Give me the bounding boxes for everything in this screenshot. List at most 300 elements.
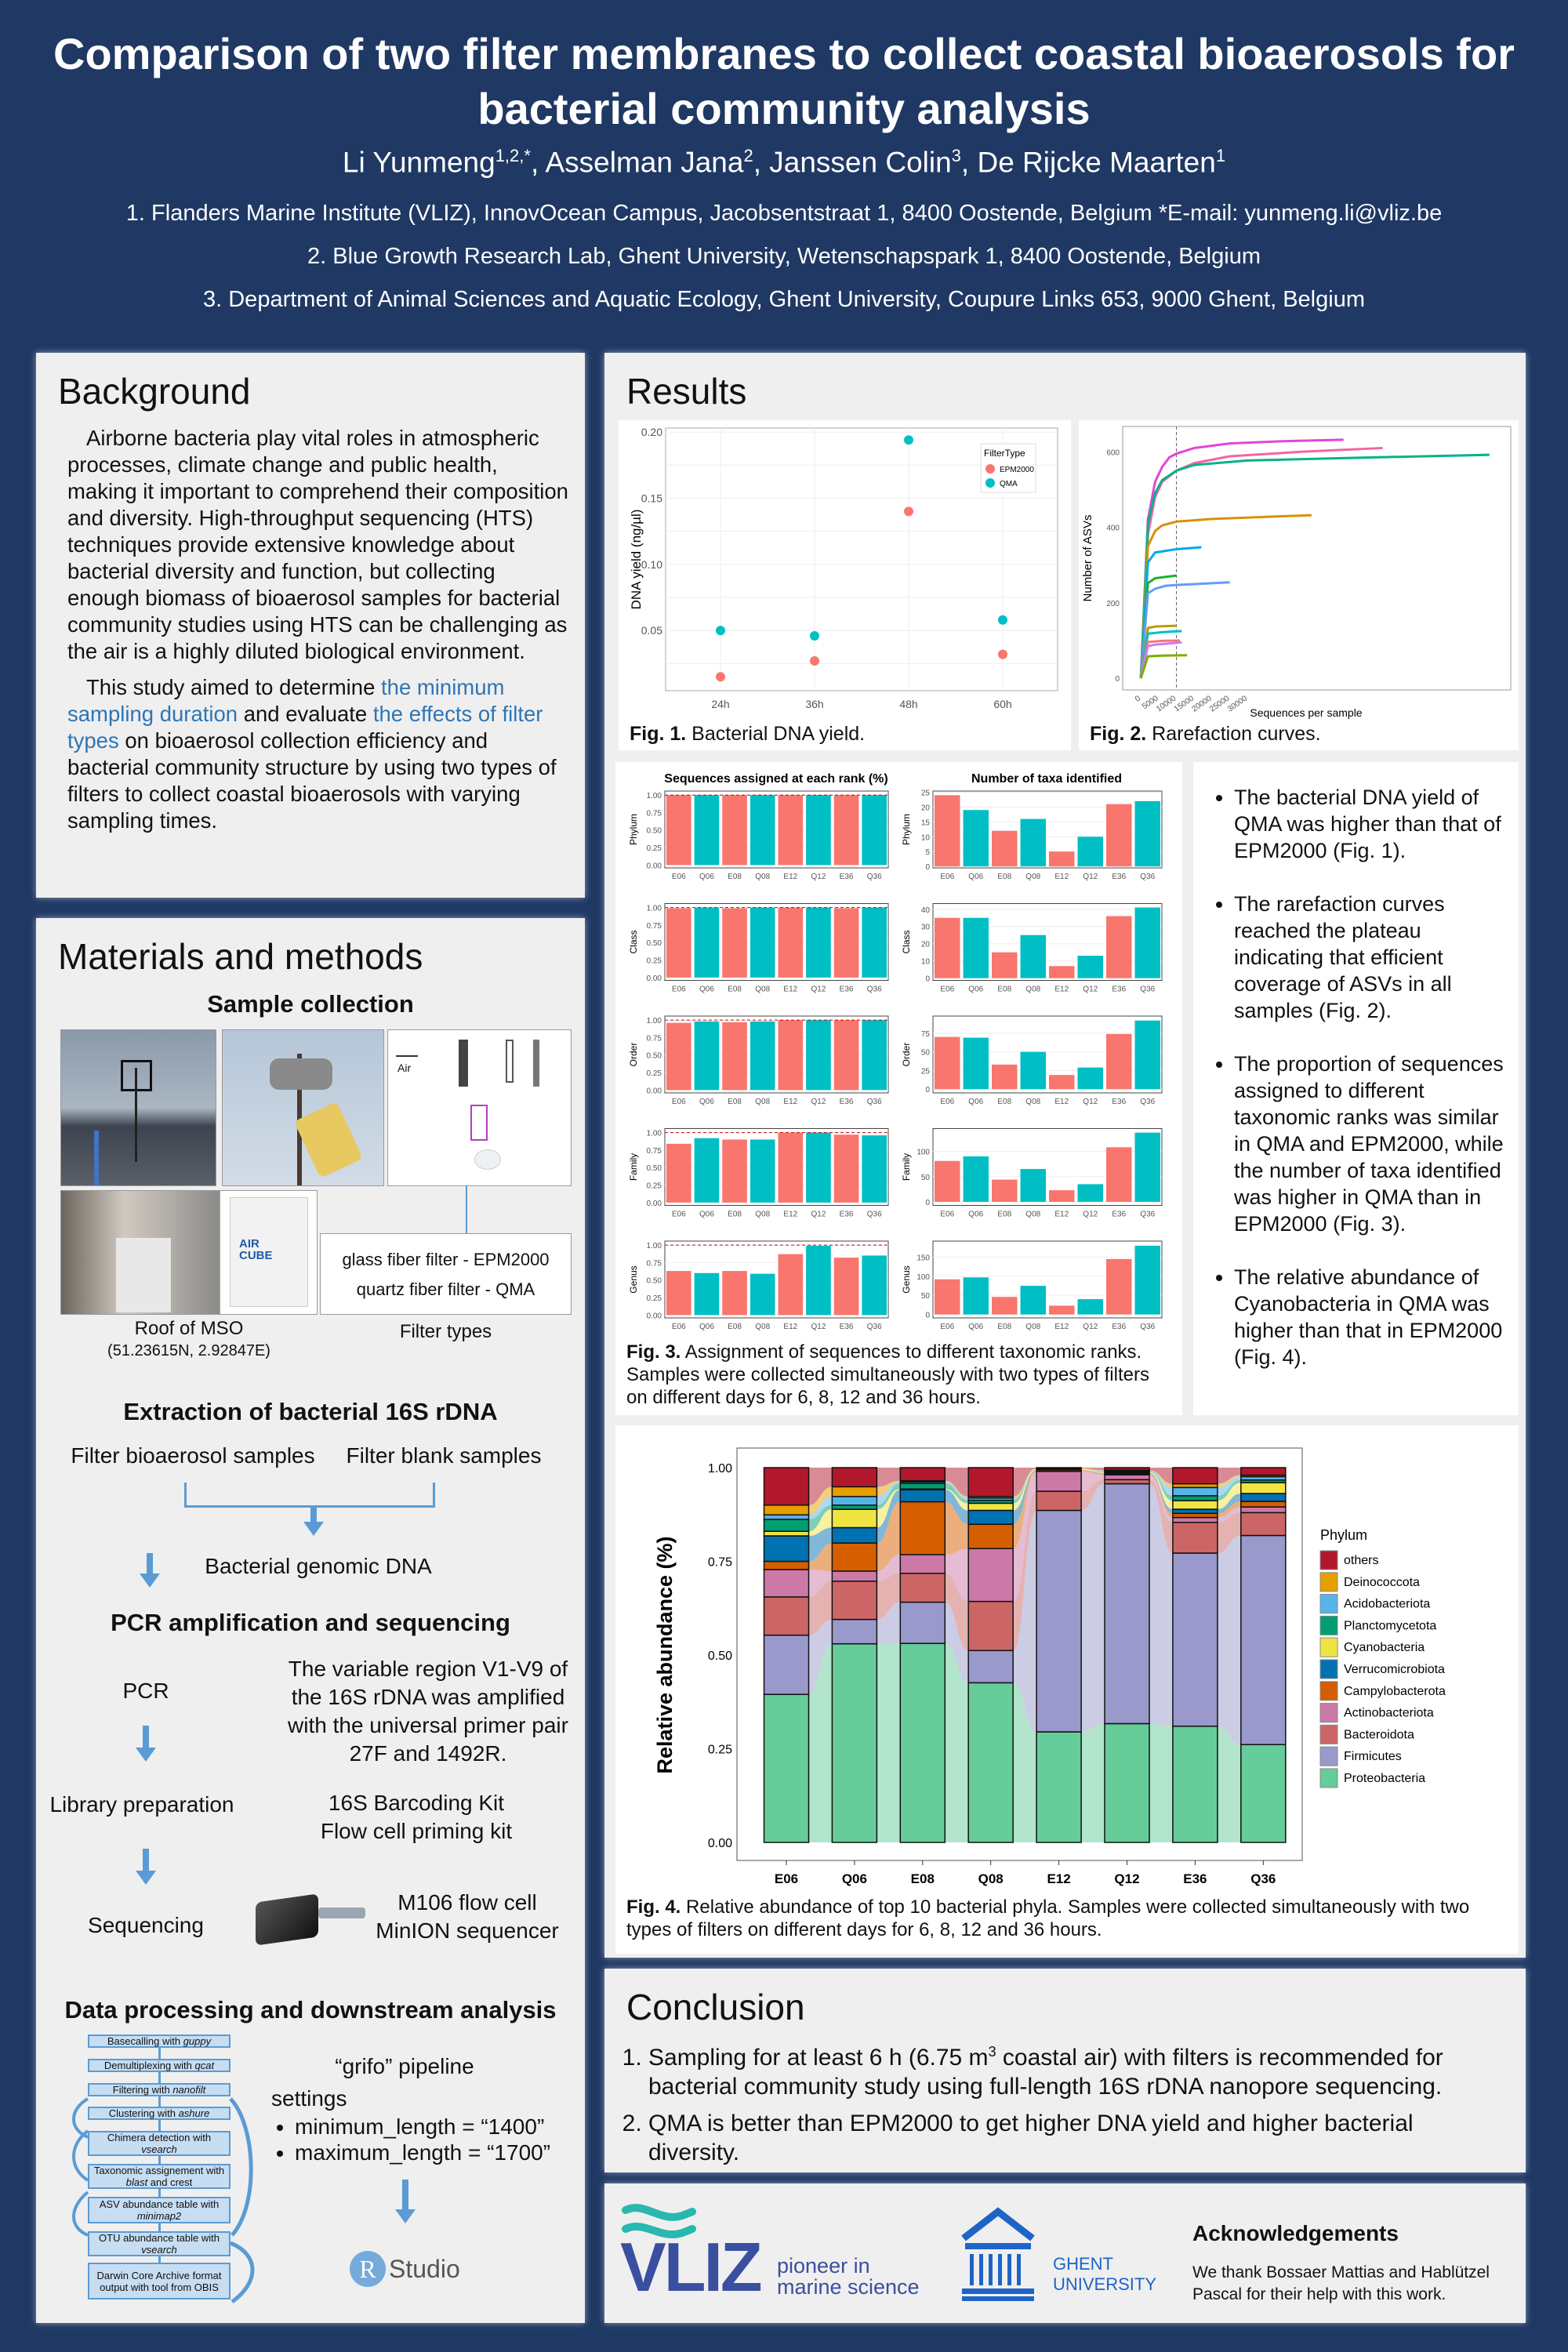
extraction-heading: Extraction of bacterial 16S rDNA xyxy=(123,1398,498,1425)
x-tick-label: Q36 xyxy=(866,873,882,881)
y-tick-label: 0.50 xyxy=(646,826,662,836)
ghent-university-text xyxy=(1053,2254,1156,2295)
grifo-pipeline: “grifo” pipeline xyxy=(335,2054,474,2078)
bar xyxy=(1106,1034,1132,1089)
stacked-bar-segment xyxy=(764,1531,809,1536)
y-tick-label: 0.20 xyxy=(641,426,662,439)
legend-label: QMA xyxy=(1000,480,1018,488)
x-tick-label: Q12 xyxy=(1114,1871,1140,1886)
y-tick-label: 0.15 xyxy=(641,492,662,505)
conclusion-1 xyxy=(648,2038,1508,2101)
pcr-heading: PCR amplification and sequencing xyxy=(111,1609,510,1636)
stacked-bar-segment xyxy=(832,1644,877,1842)
bar xyxy=(806,908,831,978)
bar xyxy=(1049,1305,1075,1314)
genomic-dna: Bacterial genomic DNA xyxy=(205,1554,432,1578)
x-tick-label: E08 xyxy=(728,1098,742,1106)
stacked-bar-segment xyxy=(764,1694,809,1842)
stacked-bar-segment xyxy=(1105,1479,1149,1483)
filter-types-caption: Filter types xyxy=(399,1321,492,1342)
step-text: ASV abundance table with xyxy=(99,2198,220,2210)
pipeline-step xyxy=(88,2059,230,2072)
bar xyxy=(722,908,747,977)
x-tick-label: E12 xyxy=(1054,985,1069,994)
step-text: Chimera detection with xyxy=(107,2132,212,2143)
x-tick-label: E12 xyxy=(1054,873,1069,881)
stacked-bar-segment xyxy=(764,1635,809,1695)
stacked-bar-segment xyxy=(832,1543,877,1571)
x-tick-label: E08 xyxy=(997,985,1012,994)
y-tick-label: 0.00 xyxy=(646,1199,662,1208)
stacked-bar-segment xyxy=(900,1501,945,1554)
step-tool: ashure xyxy=(178,2107,210,2119)
alluvial-ribbon xyxy=(1149,1723,1173,1842)
fig1-scatter-chart xyxy=(619,420,1071,718)
bar xyxy=(806,1020,831,1090)
bar xyxy=(935,918,960,978)
bar xyxy=(695,1138,720,1203)
bar xyxy=(964,1277,989,1314)
bar xyxy=(992,1297,1018,1314)
x-tick-label: 20000 xyxy=(1190,694,1214,714)
x-tick-label: Q12 xyxy=(1083,873,1098,881)
step-text: OTU abundance table with xyxy=(99,2232,220,2244)
step-arrow xyxy=(158,2189,161,2197)
y-tick-label: 400 xyxy=(1106,524,1120,533)
bar xyxy=(964,1038,989,1090)
bar xyxy=(1078,956,1104,978)
step-text-rest: and crest xyxy=(147,2176,193,2188)
legend-label: others xyxy=(1344,1554,1379,1567)
legend-label: Campylobacterota xyxy=(1344,1684,1446,1698)
stacked-bar-segment xyxy=(968,1524,1013,1548)
legend-swatch xyxy=(1320,1595,1338,1613)
stacked-bar-segment xyxy=(968,1468,1013,1497)
x-tick-label: Q12 xyxy=(811,1323,826,1331)
background-paragraph-2 xyxy=(67,674,569,834)
x-tick-label: Q36 xyxy=(1140,1210,1156,1219)
fig1-caption xyxy=(630,723,865,746)
methods-title: Materials and methods xyxy=(58,936,423,977)
step-tool: minimap2 xyxy=(136,2210,182,2222)
x-tick-label: Q08 xyxy=(755,1323,771,1331)
ghent-text-2: UNIVERSITY xyxy=(1053,2274,1157,2294)
stacked-bar-segment xyxy=(1173,1726,1218,1842)
data-processing-heading: Data processing and downstream analysis xyxy=(64,1996,557,2024)
priming-kit: Flow cell priming kit xyxy=(320,1819,513,1843)
y-tick-label: 0.25 xyxy=(646,1181,662,1191)
y-tick-label: 0.50 xyxy=(646,939,662,949)
x-tick-label: Q12 xyxy=(1083,1323,1098,1331)
x-tick-label: Q36 xyxy=(866,1210,882,1219)
fig2-rarefaction-chart xyxy=(1079,420,1519,722)
stacked-bar-segment xyxy=(1173,1513,1218,1517)
x-tick-label: 25000 xyxy=(1208,694,1232,714)
flow-cell-label: M106 flow cell xyxy=(397,1890,537,1915)
x-tick-label: E08 xyxy=(997,873,1012,881)
x-tick-label: E08 xyxy=(997,1323,1012,1331)
bar xyxy=(779,908,804,978)
y-tick-label: 0 xyxy=(925,1086,930,1095)
x-tick-label: E12 xyxy=(1054,1323,1069,1331)
bar xyxy=(992,1065,1018,1089)
p2-text-a: This study aimed to determine xyxy=(86,675,382,699)
bar xyxy=(935,1279,960,1315)
y-tick-label: 0.50 xyxy=(646,1276,662,1286)
y-tick-label: 0.75 xyxy=(646,809,662,818)
x-tick-label: Q08 xyxy=(1025,985,1041,994)
alluvial-ribbon xyxy=(877,1643,900,1842)
rank-label: Family xyxy=(901,1152,912,1181)
stacked-bar-segment xyxy=(1173,1487,1218,1496)
x-tick-label: E12 xyxy=(783,1323,798,1331)
fig4-caption-label: Fig. 4. xyxy=(626,1896,681,1918)
bar xyxy=(1078,1299,1104,1315)
bar xyxy=(695,1273,720,1316)
x-tick-label: 48h xyxy=(899,698,918,710)
author-affiliation-sup: 2 xyxy=(743,146,753,165)
bar xyxy=(1135,1133,1161,1202)
x-tick-label: E36 xyxy=(1112,873,1127,881)
x-tick-label: E12 xyxy=(1054,1098,1069,1106)
bar xyxy=(1106,804,1132,866)
data-point xyxy=(810,656,819,666)
x-tick-label: E06 xyxy=(940,1323,955,1331)
highlight-filter-types: the effects of filter types xyxy=(67,702,543,753)
x-tick-label: 5000 xyxy=(1141,694,1160,712)
y-tick-label: 20 xyxy=(920,940,930,949)
findings-list xyxy=(1207,784,1505,1397)
author-affiliation-sup: 3 xyxy=(951,146,961,165)
x-tick-label: Q36 xyxy=(1140,1323,1156,1331)
stacked-bar-segment xyxy=(832,1620,877,1644)
y-tick-label: 50 xyxy=(920,1292,930,1301)
x-tick-label: E06 xyxy=(940,985,955,994)
x-tick-label: 10000 xyxy=(1155,694,1178,714)
x-tick-label: Q12 xyxy=(1083,1098,1098,1106)
pcr-step: PCR xyxy=(122,1679,169,1703)
data-point xyxy=(998,615,1007,625)
x-tick-label: E36 xyxy=(1183,1871,1207,1886)
p2-text-c: on bioaerosol collection efficiency and bacterial community structure by using two types of filters to collect coastal bioaerosols with varying sampling times. xyxy=(67,728,557,833)
x-tick-label: E36 xyxy=(1112,1323,1127,1331)
step-text: Filtering with xyxy=(112,2084,173,2096)
x-tick-label: Q36 xyxy=(1140,985,1156,994)
stacked-bar-segment xyxy=(968,1650,1013,1682)
y-tick-label: 1.00 xyxy=(707,1462,732,1475)
bar xyxy=(964,810,989,866)
bar xyxy=(779,1133,804,1203)
bar xyxy=(1049,1075,1075,1089)
y-tick-label: 0.00 xyxy=(646,1087,662,1096)
stacked-bar-segment xyxy=(764,1536,809,1562)
alluvial-ribbon xyxy=(1218,1536,1241,1745)
stacked-bar-segment xyxy=(1105,1723,1149,1842)
y-tick-label: 1.00 xyxy=(646,1242,662,1251)
fig4-caption-text: Relative abundance of top 10 bacterial phyla. Samples were collected simultaneously with two types of filters on different days for 6, 8, 12 and 36 hours. xyxy=(626,1896,1470,1940)
stacked-bar-segment xyxy=(1036,1510,1081,1731)
x-tick-label: Q08 xyxy=(1025,1323,1041,1331)
y-tick-label: 25 xyxy=(920,789,930,798)
pipeline-step xyxy=(88,2131,230,2156)
y-tick-label: 0.25 xyxy=(646,1294,662,1304)
x-tick-label: Q08 xyxy=(755,873,771,881)
y-tick-label: 600 xyxy=(1106,448,1120,458)
x-tick-label: E08 xyxy=(910,1871,935,1886)
x-tick-label: Q36 xyxy=(866,1098,882,1106)
author-name: De Rijcke Maarten xyxy=(977,146,1216,179)
stacked-bar-segment xyxy=(764,1562,809,1570)
y-tick-label: 0.05 xyxy=(641,624,662,637)
y-tick-label: 50 xyxy=(920,1048,930,1058)
acknowledgements-title: Acknowledgements xyxy=(1192,2221,1399,2245)
x-tick-label: E36 xyxy=(839,1323,854,1331)
step-tool: vsearch xyxy=(141,2244,177,2256)
conclusion-title: Conclusion xyxy=(626,1987,805,2027)
y-tick-label: 150 xyxy=(916,1254,930,1263)
x-tick-label: Q36 xyxy=(866,985,882,994)
y-tick-label: 25 xyxy=(920,1067,930,1076)
y-tick-label: 0.50 xyxy=(646,1051,662,1061)
fig2-caption-text: Rarefaction curves. xyxy=(1146,723,1321,745)
fig1-caption-label: Fig. 1. xyxy=(630,723,687,745)
author-name: Asselman Jana xyxy=(545,146,744,179)
legend-swatch xyxy=(1320,1616,1338,1635)
x-tick-label: E06 xyxy=(671,985,686,994)
x-tick-label: E36 xyxy=(1112,985,1127,994)
stacked-bar-segment xyxy=(1241,1507,1286,1512)
y-tick-label: 0.25 xyxy=(646,956,662,966)
finding-3: • The proportion of sequences assigned to different taxonomic ranks was similar in QMA and EPM2000, while the number of taxa identified was higher in QMA than in EPM2000 (Fig. 3). xyxy=(1234,1051,1505,1237)
x-tick-label: E36 xyxy=(839,985,854,994)
legend-swatch xyxy=(985,464,995,474)
data-point xyxy=(716,672,725,681)
x-tick-label: E06 xyxy=(940,873,955,881)
stacked-bar-segment xyxy=(1241,1744,1286,1842)
y-tick-label: 1.00 xyxy=(646,1017,662,1026)
stacked-bar-segment xyxy=(1173,1518,1218,1523)
methods-panel xyxy=(36,918,585,2323)
y-tick-label: 30 xyxy=(920,923,930,932)
step-arrow xyxy=(158,2048,161,2059)
fig4-caption xyxy=(626,1896,1508,1941)
x-tick-label: E12 xyxy=(783,1098,798,1106)
background-title: Background xyxy=(58,371,251,412)
bar xyxy=(1021,935,1047,978)
stacked-bar-segment xyxy=(968,1602,1013,1651)
step-text: Taxonomic assignement with xyxy=(93,2165,225,2176)
x-tick-label: E06 xyxy=(671,1323,686,1331)
x-tick-label: E08 xyxy=(997,1098,1012,1106)
x-tick-label: E08 xyxy=(728,873,742,881)
step-tool: qcat xyxy=(194,2060,215,2071)
filter-epm2000: glass fiber filter - EPM2000 xyxy=(342,1250,550,1269)
x-tick-label: Q06 xyxy=(968,985,984,994)
x-tick-label: E36 xyxy=(839,873,854,881)
fig3-box xyxy=(615,762,1182,1415)
bypass-arrow-2 xyxy=(230,2243,252,2302)
bar xyxy=(1021,1286,1047,1315)
vliz-logo: VLIZ xyxy=(620,2228,760,2306)
stacked-bar-segment xyxy=(1105,1475,1149,1479)
stacked-bar-segment xyxy=(1173,1496,1218,1501)
alluvial-ribbon xyxy=(1081,1484,1105,1732)
y-tick-label: 0.75 xyxy=(646,1259,662,1269)
stacked-bar-segment xyxy=(832,1509,877,1527)
stacked-bar-segment xyxy=(900,1555,945,1573)
bar xyxy=(1135,801,1161,866)
x-tick-label: 36h xyxy=(805,698,824,710)
blank-samples: Filter blank samples xyxy=(346,1443,542,1468)
x-tick-label: E06 xyxy=(774,1871,799,1886)
bar xyxy=(862,795,887,865)
x-tick-label: Q08 xyxy=(755,985,771,994)
finding-1: • The bacterial DNA yield of QMA was higher than that of EPM2000 (Fig. 1). xyxy=(1234,784,1505,864)
bar xyxy=(834,908,859,977)
rank-label: Family xyxy=(628,1152,639,1181)
stacked-bar-segment xyxy=(832,1527,877,1543)
legend-label: Cyanobacteria xyxy=(1344,1641,1425,1655)
legend-label: Acidobacteriota xyxy=(1344,1597,1431,1611)
step-text: Demultiplexing with xyxy=(103,2060,195,2071)
rank-label: Phylum xyxy=(901,813,912,846)
affiliation-1: 1. Flanders Marine Institute (VLIZ), InnovOcean Campus, Jacobsentstraat 1, 8400 Oostende, Belgium *E-mail: yunmeng.li@vliz.be xyxy=(125,201,1443,226)
stacked-bar-segment xyxy=(832,1497,877,1505)
bar xyxy=(1021,1169,1047,1202)
title-line-1: Comparison of two filter membranes to collect coastal bioaerosols for xyxy=(53,29,1515,78)
fig3-caption xyxy=(626,1341,1175,1409)
x-tick-label: E06 xyxy=(671,873,686,881)
fig3-caption-text: Assignment of sequences to different taxonomic ranks. Samples were collected simultaneously with two types of filters on different days for 6, 8, 12 and 36 hours. xyxy=(626,1341,1149,1408)
x-tick-label: E36 xyxy=(839,1210,854,1219)
loop-arrow-2 xyxy=(74,2131,88,2180)
x-tick-label: E12 xyxy=(1047,1871,1071,1886)
x-tick-label: Q12 xyxy=(1083,985,1098,994)
bar xyxy=(779,795,804,865)
x-tick-label: Q12 xyxy=(811,1210,826,1219)
bar xyxy=(1135,1021,1161,1090)
step-arrow xyxy=(158,2096,161,2107)
stacked-bar-segment xyxy=(1105,1484,1149,1724)
stacked-bar-segment xyxy=(764,1505,809,1515)
arrow-to-rstudio xyxy=(402,2180,408,2211)
fig2-caption-label: Fig. 2. xyxy=(1090,723,1147,745)
pipeline-step xyxy=(88,2107,230,2120)
bar xyxy=(992,831,1018,866)
author-separator: , xyxy=(753,146,770,179)
stacked-bar-segment xyxy=(1036,1472,1081,1491)
bar xyxy=(834,1258,859,1315)
alluvial-ribbon xyxy=(1081,1723,1105,1842)
fig4-abundance-chart xyxy=(615,1425,1519,1896)
x-tick-label: Q08 xyxy=(1025,1210,1041,1219)
y-tick-label: 0.00 xyxy=(646,862,662,871)
roof-coordinates: (51.23615N, 2.92847E) xyxy=(107,1342,270,1359)
y-tick-label: 100 xyxy=(916,1148,930,1157)
stacked-bar-segment xyxy=(1173,1523,1218,1553)
aircube-logo: AIR CUBE xyxy=(239,1237,273,1262)
author-name: Li Yunmeng xyxy=(342,146,495,179)
data-point xyxy=(810,631,819,641)
results-title: Results xyxy=(626,371,747,412)
bar xyxy=(862,1020,887,1090)
y-tick-label: 0.75 xyxy=(646,921,662,931)
stacked-bar-segment xyxy=(764,1570,809,1597)
y-tick-label: 0.25 xyxy=(646,1069,662,1079)
stacked-bar-segment xyxy=(900,1573,945,1602)
bar xyxy=(1049,1190,1075,1202)
bar xyxy=(862,1255,887,1315)
conclusion-1-sup: 3 xyxy=(988,2044,996,2060)
legend-swatch xyxy=(1320,1747,1338,1766)
bar xyxy=(695,795,720,865)
rstudio-r-icon: R xyxy=(350,2251,386,2287)
affiliation-2: 2. Blue Growth Research Lab, Ghent University, Wetenschapspark 1, 8400 Oostende, Belgium xyxy=(307,244,1261,269)
stacked-bar-segment xyxy=(1036,1732,1081,1842)
conclusion-panel xyxy=(604,1969,1526,2172)
bar xyxy=(992,953,1018,978)
bar xyxy=(862,908,887,978)
bar xyxy=(834,795,859,865)
plot-frame xyxy=(1123,426,1511,690)
bar xyxy=(1106,1147,1132,1202)
bar xyxy=(1078,1184,1104,1202)
highlight-min-duration: the minimum sampling duration xyxy=(67,675,505,726)
y-tick-label: 15 xyxy=(920,818,930,828)
x-tick-label: 60h xyxy=(993,698,1012,710)
legend-swatch xyxy=(985,478,995,488)
bar xyxy=(695,1022,720,1090)
rstudio-logo xyxy=(350,2251,460,2287)
background-text xyxy=(67,425,569,834)
x-tick-label: E08 xyxy=(728,1210,742,1219)
x-axis-label: Sequences per sample xyxy=(1250,706,1363,719)
legend-label: Proteobacteria xyxy=(1344,1772,1426,1785)
x-tick-label: Q12 xyxy=(1083,1210,1098,1219)
conclusion-1-a: Sampling for at least 6 h (6.75 m xyxy=(648,2045,989,2071)
barcoding-kit: 16S Barcoding Kit xyxy=(328,1791,505,1815)
bar xyxy=(992,1180,1018,1202)
x-tick-label: E36 xyxy=(1112,1210,1127,1219)
stacked-bar-segment xyxy=(764,1519,809,1531)
bar xyxy=(779,1254,804,1316)
finding-2: • The rarefaction curves reached the plateau indicating that efficient coverage of ASVs in all samples (Fig. 2). xyxy=(1234,891,1505,1024)
step-tool: guppy xyxy=(183,2035,212,2047)
x-tick-label: E08 xyxy=(728,985,742,994)
stacked-bar-segment xyxy=(1173,1509,1218,1513)
step-tool: vsearch xyxy=(141,2143,177,2155)
data-point xyxy=(904,506,913,516)
settings-label: settings xyxy=(271,2086,347,2111)
finding-4: • The relative abundance of Cyanobacteria in QMA was higher than that in EPM2000 (Fig. 4). xyxy=(1234,1264,1505,1370)
bar xyxy=(1078,1068,1104,1090)
y-tick-label: 50 xyxy=(920,1173,930,1182)
pipeline-step xyxy=(88,2263,230,2299)
rank-label: Order xyxy=(901,1042,912,1067)
x-tick-label: Q06 xyxy=(968,873,984,881)
stacked-bar-segment xyxy=(764,1468,809,1505)
step-arrow xyxy=(158,2072,161,2083)
step-tool: nanofilt xyxy=(172,2084,206,2096)
step-arrow xyxy=(158,2120,161,2131)
bar xyxy=(1106,916,1132,978)
x-tick-label: Q12 xyxy=(811,873,826,881)
right-column-title: Number of taxa identified xyxy=(971,772,1123,786)
y-tick-label: 75 xyxy=(920,1029,930,1039)
y-tick-label: 10 xyxy=(920,833,930,843)
pipeline-step xyxy=(88,2034,230,2048)
legend-label: Verrucomicrobiota xyxy=(1344,1663,1445,1676)
